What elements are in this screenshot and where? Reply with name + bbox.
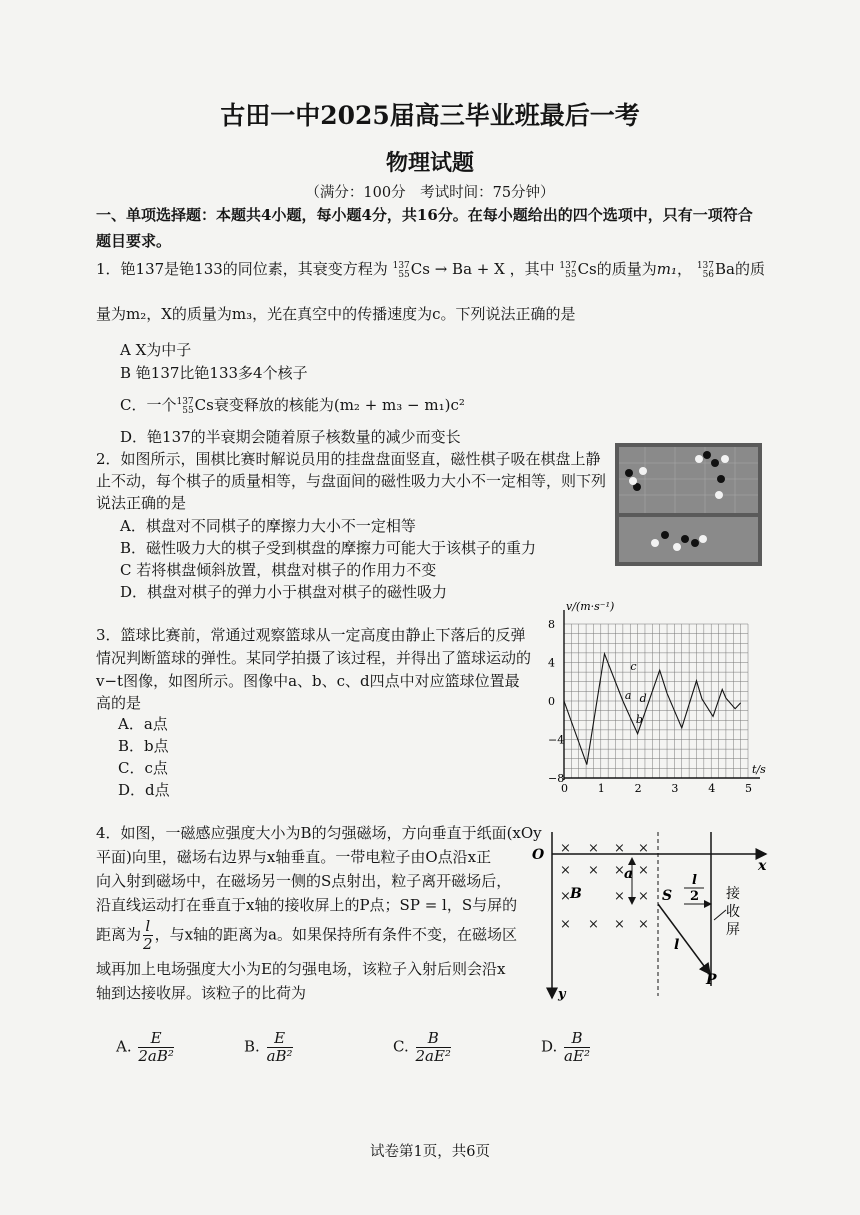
q4-line-1: 4．如图，一磁感应强度大小为B的匀强磁场，方向垂直于纸面(xOy [96,824,542,842]
svg-text:×: × [588,841,599,856]
x-tick-label: 1 [597,782,605,795]
y-tick-label: −4 [548,733,565,747]
exam-title: 古田一中2025届高三毕业班最后一考 [220,101,640,130]
q3-option-b[interactable]: B．b点 [118,737,169,755]
svg-text:×: × [614,917,625,932]
q1-equation: Cs → Ba + X [410,260,505,278]
q1-text-e: 的质 [734,260,765,278]
q1-line-2: 量为m₂，X的质量为m₃，光在真空中的传播速度为c。下列说法正确的是 [96,305,576,323]
q4-option-b[interactable]: B. $\frac{E}{\text{aB²}}$ [244,1029,293,1065]
q4-line-2: 平面)向里，磁场右边界与x轴垂直。一带电粒子由O点沿x正 [96,848,492,866]
svg-text:×: × [614,889,625,904]
label-screen-3: 屏 [726,922,740,938]
q1-option-a[interactable]: A X为中子 [120,341,192,359]
q1-option-c[interactable]: C．一个 137 55 Cs衰变释放的核能为(m₂ + m₃ − m₁)c² [120,396,465,416]
q2-option-a[interactable]: A．棋盘对不同棋子的摩擦力大小不一定相等 [120,517,416,535]
x-tick-label: 4 [708,782,716,795]
x-tick-label: 5 [745,782,752,795]
point-label-d: d [639,691,647,705]
vt-chart [530,598,780,798]
chart-grid [564,624,748,778]
label-B: B [570,886,582,902]
q1-line-1: 1．铯137是铯133的同位素，其衰变方程为 137 55 Cs → Ba + X ，其中 137 55 Cs的质量为m₁， 137 56 Ba的质 [96,260,765,280]
label-screen-1: 接 [726,886,740,902]
magnetic-field-figure [530,826,780,1006]
svg-text:×: × [638,889,649,904]
label-y: y [558,987,566,1002]
q4-line-6: 域再加上电场强度大小为E的匀强电场，该粒子入射后则会沿x [96,960,506,978]
svg-text:×: × [560,863,571,878]
q2-option-d[interactable]: D．棋盘对棋子的弹力小于棋盘对棋子的磁性吸力 [120,583,448,601]
x-tick-label: 0 [561,782,568,795]
label-S: S [662,888,673,904]
q2-line-2: 止不动，每个棋子的质量相等，与盘面间的磁性吸力大小不一定相等，则下列 [96,472,607,490]
svg-text:×: × [560,917,571,932]
q4-option-c[interactable]: C. $\frac{B}{\text{2aE²}}$ [393,1029,451,1065]
q4-line-4: 沿直线运动打在垂直于x轴的接收屏上的P点；SP = l，S与屏的 [96,896,518,914]
y-tick-label: 0 [548,695,555,708]
q4-line-5: 距离为 $\frac{l}{2}$ ，与x轴的距离为a。如果保持所有条件不变，在磁场区 [96,917,517,953]
svg-text:×: × [638,917,649,932]
q3-line-1: 3．篮球比赛前，常通过观察篮球从一定高度由静止下落后的反弹 [96,626,526,644]
label-half-den: 2 [690,889,700,904]
q2-option-b[interactable]: B．磁性吸力大的棋子受到棋盘的摩擦力可能大于该棋子的重力 [120,539,537,557]
point-label-a: a [624,689,632,702]
q4-option-d[interactable]: D. $\frac{B}{\text{aE²}}$ [541,1029,590,1065]
point-label-b: b [635,713,643,727]
q4-line-7: 轴到达接收屏。该粒子的比荷为 [96,984,307,1002]
svg-text:×: × [638,841,649,856]
page-footer: 试卷第1页，共6页 [370,1144,490,1160]
label-half-num: l [692,873,697,888]
svg-text:×: × [614,863,625,878]
q3-line-2: 情况判断篮球的弹性。某同学拍摄了该过程，并得出了篮球运动的 [96,649,532,667]
section-1-instructions: 一、单项选择题：本题共4小题，每小题4分，共16分。在每小题给出的四个选项中，只有一项符合题目要求。 [96,206,753,250]
svg-text:×: × [638,863,649,878]
q4-option-a[interactable]: A. $\frac{E}{\text{2aB²}}$ [116,1029,174,1065]
y-tick-label: 4 [548,656,555,670]
chart-x-axis-label: t/s [752,763,766,776]
exam-score-info: （满分：100分 考试时间：75分钟） [305,185,555,201]
exam-subject: 物理试题 [385,150,474,176]
q3-option-a[interactable]: A．a点 [118,715,168,733]
label-screen-2: 收 [726,904,740,920]
svg-text:×: × [614,841,625,856]
label-P: P [706,972,717,988]
q1-text-b: ，其中 [509,260,555,278]
q3-line-3: v−t图像，如图所示。图像中a、b、c、d四点中对应篮球位置最 [96,672,520,690]
q1-option-b[interactable]: B 铯137比铯133多4个核子 [120,364,308,382]
y-tick-label: 8 [548,618,555,631]
label-x: x [758,858,767,874]
go-board-photo [615,443,762,566]
q1-option-d[interactable]: D．铯137的半衰期会随着原子核数量的减少而变长 [120,428,461,446]
label-l: l [674,937,680,953]
q2-option-c[interactable]: C 若将棋盘倾斜放置，棋盘对棋子的作用力不变 [120,561,437,579]
x-tick-label: 3 [671,782,679,795]
svg-text:×: × [588,863,599,878]
q3-option-d[interactable]: D．d点 [118,781,170,799]
cs-nuclide-label: 137 55 [392,261,410,280]
q3-line-4: 高的是 [96,694,142,712]
point-label-c: c [630,660,637,674]
q2-line-3: 说法正确的是 [96,494,187,512]
svg-text:×: × [560,889,571,904]
q4-line-3: 向入射到磁场中，在磁场另一侧的S点射出，粒子离开磁场后， [96,872,512,890]
chart-y-axis-label: v/(m·s⁻¹) [566,600,615,613]
svg-text:×: × [560,841,571,856]
label-O: O [532,847,545,863]
svg-text:×: × [588,917,599,932]
particle-path [658,904,710,974]
q1-text-a: 1．铯137是铯133的同位素，其衰变方程为 [96,260,388,278]
label-a: a [624,866,634,882]
q4-half-l-fraction: $\frac{l}{2}$ [143,917,153,953]
q2-line-1: 2．如图所示，围棋比赛时解说员用的挂盘盘面竖直，磁性棋子吸在棋盘上静 [96,450,601,468]
q3-option-c[interactable]: C．c点 [118,759,168,777]
y-tick-label: −8 [548,772,565,785]
x-tick-label: 2 [634,782,642,795]
q1-text-c: 的质量为 [596,260,657,278]
